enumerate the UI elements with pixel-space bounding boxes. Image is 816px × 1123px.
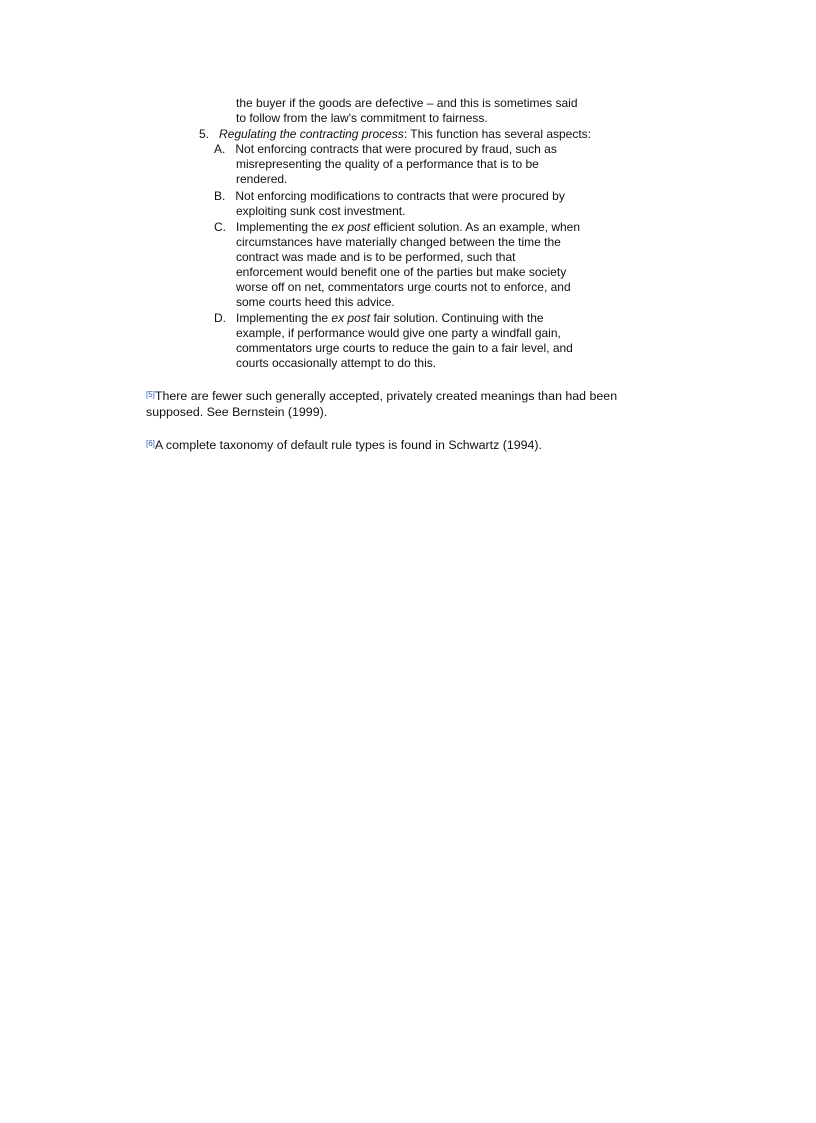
continuation-line-1: the buyer if the goods are defective – and this is sometimes said (236, 96, 578, 110)
sub-item-letter: C. (214, 220, 226, 234)
sub-item-c-line-3: contract was made and is to be performed, such that (236, 250, 516, 264)
sub-item-c-line-1 (214, 220, 580, 235)
sub-item-d-line-4: courts occasionally attempt to do this. (236, 356, 437, 370)
sub-item-emphasis: ex post (331, 220, 371, 234)
sub-item-emphasis: ex post (331, 311, 371, 325)
footnote-5 (146, 389, 646, 420)
sub-item-b-line-1 (214, 189, 565, 204)
sub-item-c-line-5: worse off on net, commentators urge courts not to enforce, and (236, 280, 571, 294)
sub-item-text: Implementing the (236, 311, 332, 325)
footnote-ref-link[interactable]: [5] (146, 390, 155, 399)
list-number: 5. (199, 127, 210, 141)
footnote-text: A complete taxonomy of default rule types is found in Schwartz (1994). (154, 438, 542, 452)
sub-item-d-line-2: example, if performance would give one party a windfall gain, (236, 326, 561, 340)
sub-item-letter: D. (214, 311, 226, 325)
sub-item-text: efficient solution. As an example, when (370, 220, 581, 234)
footnote-text: There are fewer such generally accepted, privately created meanings than had been (154, 389, 618, 403)
sub-item-d-line-3: commentators urge courts to reduce the gain to a fair level, and (236, 341, 573, 355)
sub-item-a-line-1 (214, 142, 557, 157)
sub-item-c-line-2: circumstances have materially changed between the time the (236, 235, 561, 249)
sub-item-text: fair solution. Continuing with the (370, 311, 544, 325)
sub-item-a-line-2: misrepresenting the quality of a performance that is to be (236, 157, 539, 171)
list-item-5 (199, 127, 591, 142)
footnote-6 (146, 438, 646, 454)
sub-item-c-line-6: some courts heed this advice. (236, 295, 395, 309)
sub-item-letter: B. (214, 189, 226, 203)
sub-item-text: Not enforcing modifications to contracts that were procured by (235, 189, 565, 203)
sub-item-d-line-1 (214, 311, 544, 326)
sub-item-text: Not enforcing contracts that were procured by fraud, such as (235, 142, 557, 156)
sub-item-text: Implementing the (236, 220, 332, 234)
continuation-line-2: to follow from the law's commitment to fairness. (236, 111, 488, 125)
list-item-title: Regulating the contracting process (219, 127, 404, 141)
sub-item-letter: A. (214, 142, 226, 156)
list-item-text: : This function has several aspects: (403, 127, 592, 141)
sub-item-b-line-2: exploiting sunk cost investment. (236, 204, 406, 218)
sub-item-c-line-4: enforcement would benefit one of the parties but make society (236, 265, 567, 279)
footnote-text: supposed. See Bernstein (1999). (146, 404, 328, 419)
sub-item-a-line-3: rendered. (236, 172, 288, 186)
footnote-ref-link[interactable]: [6] (146, 439, 155, 448)
